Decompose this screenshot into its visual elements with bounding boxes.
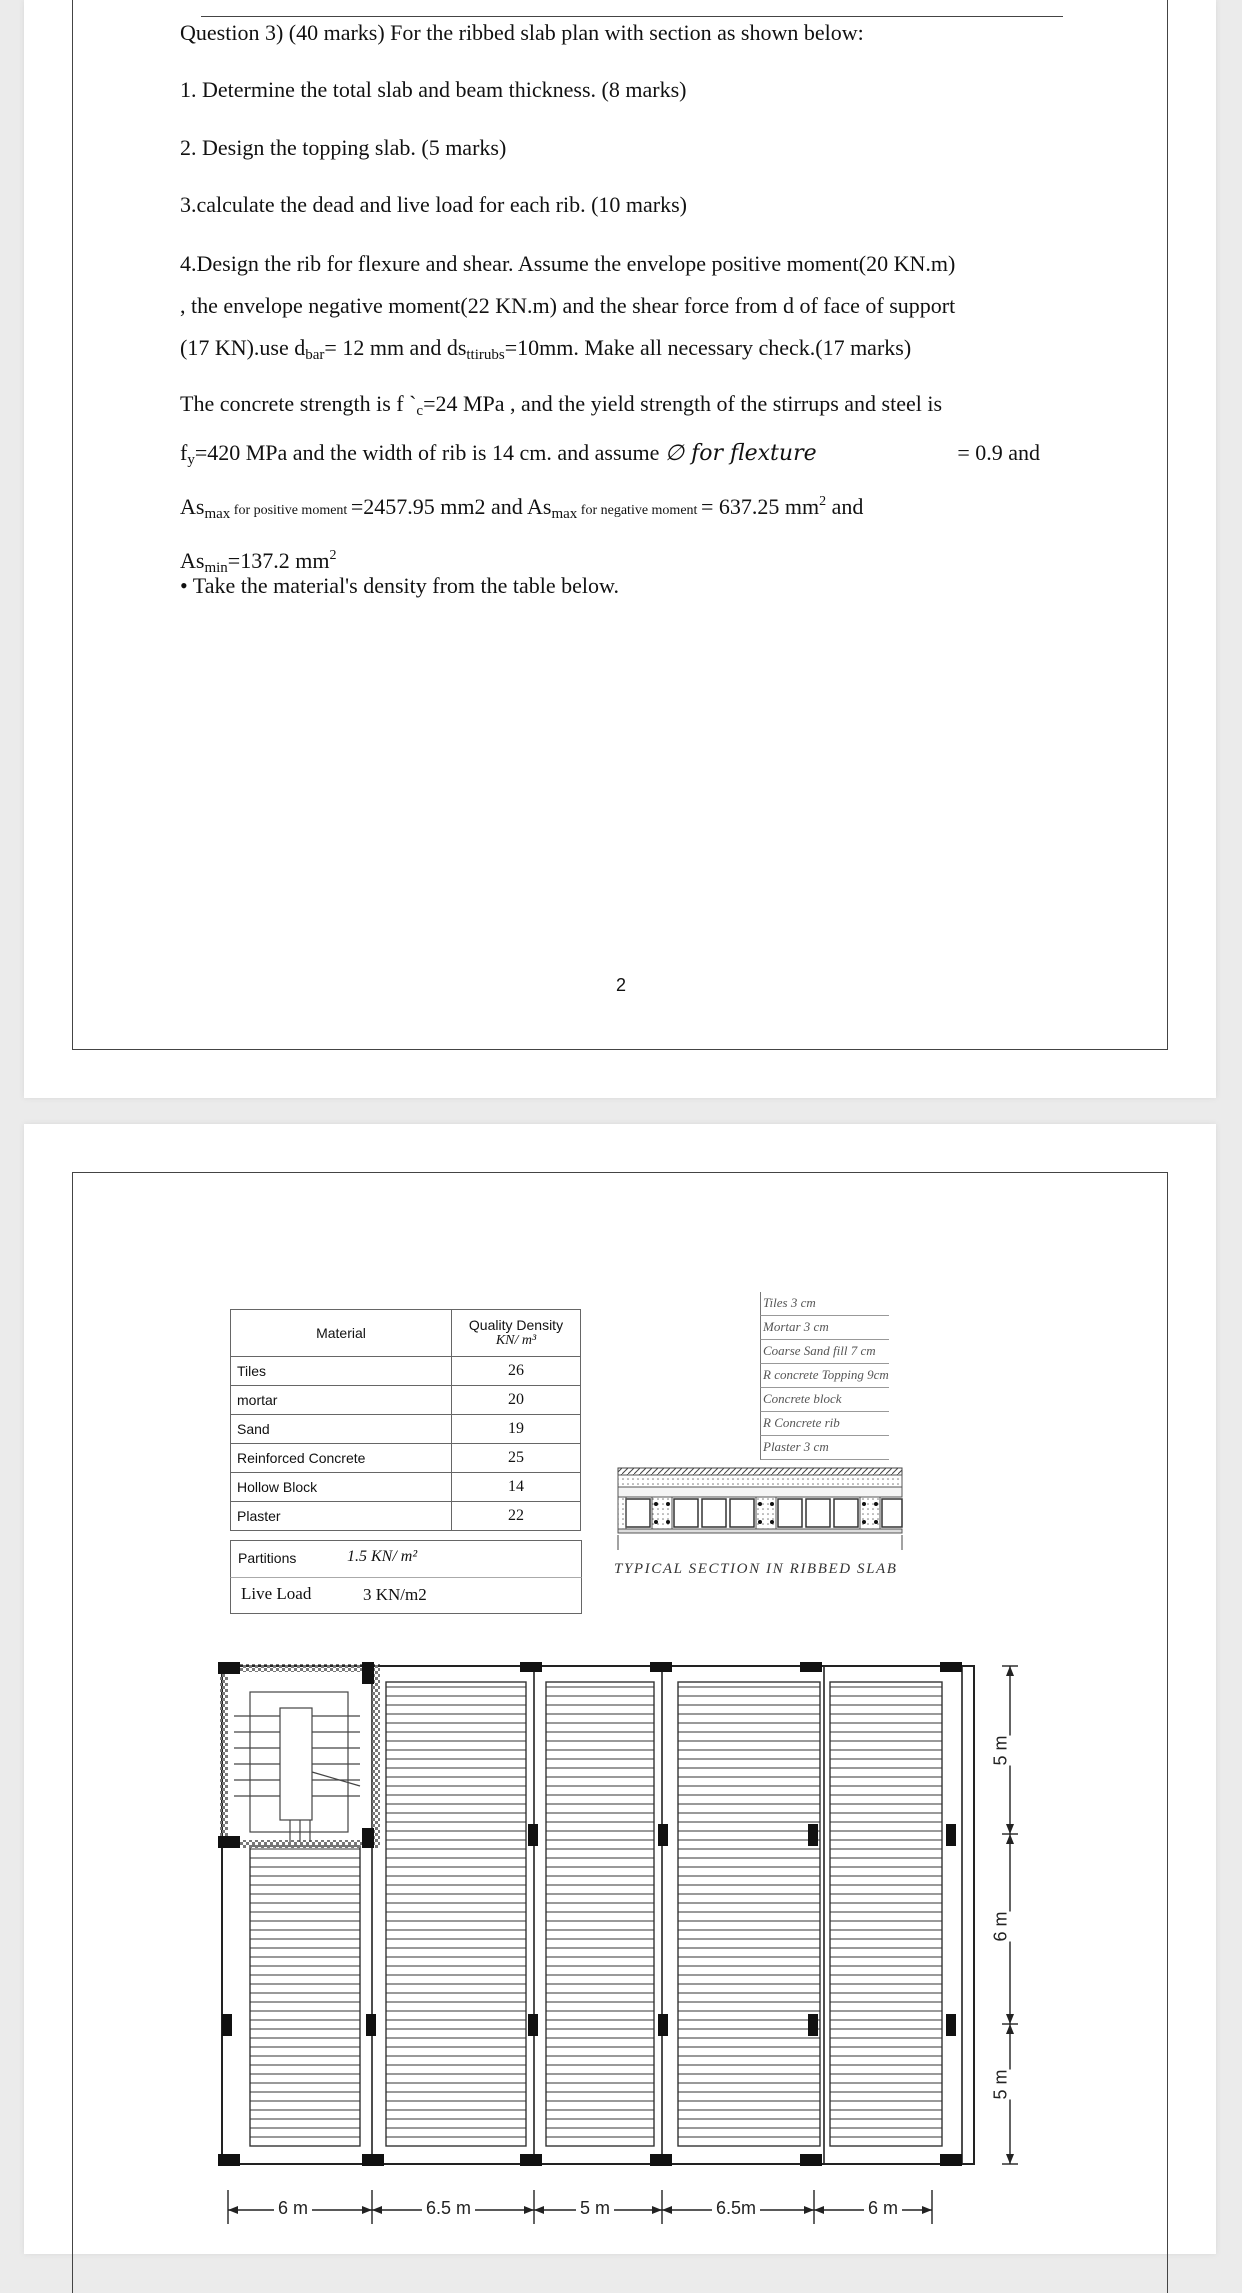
- item-4: [180, 243, 1040, 376]
- dim-span-3: 5 m: [576, 2198, 614, 2219]
- header-material: Material: [231, 1310, 452, 1357]
- para-line-1: The concrete strength is f $`_c=24$ MPa , and the yield strength of the stirrups and steel is: [180, 391, 943, 419]
- para-line-4: $As_{min}=137.2$ $mm^2$: [180, 548, 337, 576]
- dim-span-2: 6.5 m: [422, 2198, 475, 2219]
- header-density: Quality Density KN/ m³: [452, 1310, 581, 1357]
- table-header: [231, 1310, 581, 1357]
- density-table: [230, 1309, 581, 1531]
- page-number: 2: [615, 975, 626, 995]
- para-line-3: $As_{max}$ for positive moment =2457.95 mm2 and $As_{max}$ for negative moment = 637.25 $mm^2$ and: [180, 494, 864, 522]
- question-title: Question 3) (40 marks) For the ribbed slab plan with section as shown below:: [180, 20, 864, 45]
- item-2: 2. Design the topping slab. (5 marks): [180, 135, 507, 160]
- ribbed-slab-section-drawing: [616, 1462, 904, 1554]
- dim-bay-2: 6 m: [990, 1911, 1011, 1942]
- item-4-line-3: (17 KN).use $d_{bar}= 12$ mm and $ds_{ttirubs}=10mm$. Make all necessary check.(17 marks): [180, 335, 912, 363]
- dim-span-5: 6 m: [864, 2198, 902, 2219]
- table-row: Hollow Block 14: [231, 1473, 581, 1502]
- item-1: 1. Determine the total slab and beam thickness. (8 marks): [180, 77, 687, 102]
- dim-span-4: 6.5m: [712, 2198, 760, 2219]
- ribbed-slab-floor-plan: [210, 1656, 1030, 2176]
- section-layer-labels: Tiles 3 cm Mortar 3 cm Coarse Sand fill 7 cm R concrete Topping 9cm Concrete block R Concrete rib Plaster 3 cm: [760, 1292, 889, 1460]
- table-row: Plaster 22: [231, 1502, 581, 1531]
- dim-span-1: 6 m: [274, 2198, 312, 2219]
- para-line-2: $f_y=420$ MPa and the width of rib is 14 cm. and assume ∅ for flexture = 0.9 and: [180, 440, 1040, 468]
- material-paragraph: [180, 383, 1040, 589]
- item-3: 3.calculate the dead and live load for each rib. (10 marks): [180, 192, 687, 217]
- section-caption: TYPICAL SECTION IN RIBBED SLAB: [614, 1561, 898, 1577]
- partitions-row: Partitions 1.5 KN/ m²: [230, 1540, 582, 1578]
- density-note: • Take the material's density from the table below.: [180, 573, 619, 598]
- dim-bay-1: 5 m: [990, 1735, 1011, 1766]
- table-row: mortar 20: [231, 1386, 581, 1415]
- table-row: Reinforced Concrete 25: [231, 1444, 581, 1473]
- dim-bay-3: 5 m: [990, 2069, 1011, 2100]
- item-4-line-2: , the envelope negative moment(22 KN.m) and the shear force from d of face of support: [180, 293, 956, 318]
- table-row: Sand 19: [231, 1415, 581, 1444]
- live-load-row: Live Load 3 KN/m2: [230, 1577, 582, 1614]
- item-4-line-1: 4.Design the rib for flexure and shear. Assume the envelope positive moment(20 KN.m): [180, 251, 956, 276]
- table-row: Tiles 26: [231, 1357, 581, 1386]
